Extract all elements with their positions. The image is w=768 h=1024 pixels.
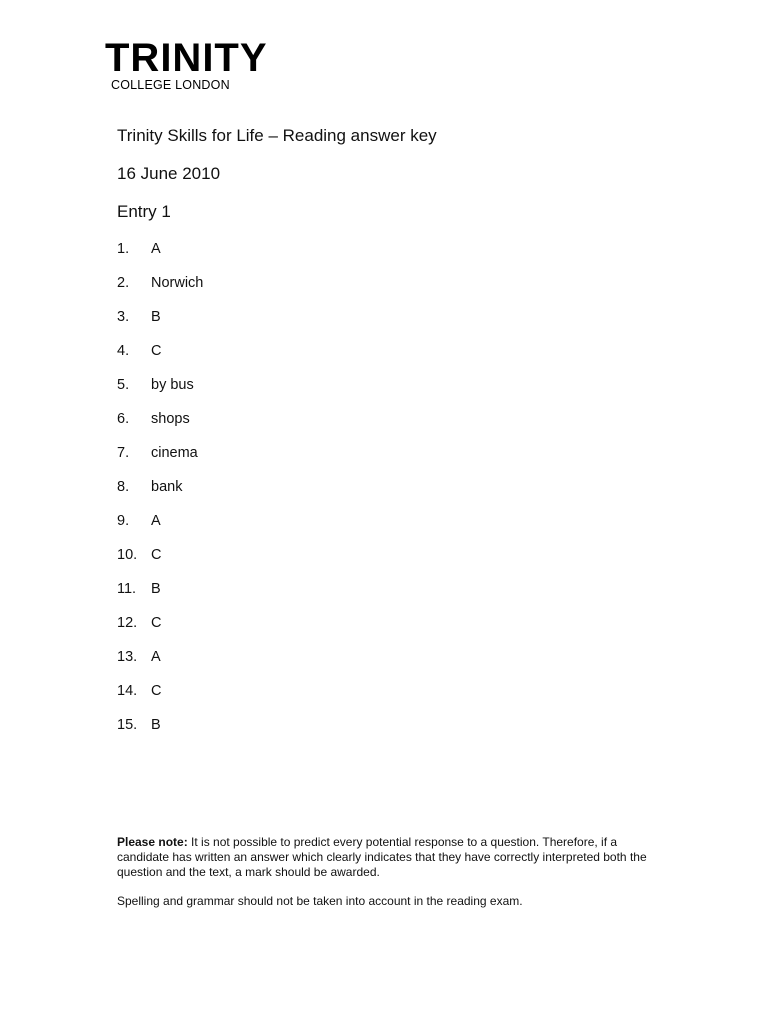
answer-value: C: [151, 547, 162, 563]
answer-row: [117, 376, 203, 410]
answer-row: [117, 444, 203, 478]
answer-number: 8.: [117, 479, 130, 495]
answer-row: [117, 682, 203, 716]
answer-row: [117, 342, 203, 376]
answer-row: [117, 716, 203, 750]
answer-row: [117, 512, 203, 546]
answer-row: [117, 614, 203, 648]
answer-value: cinema: [151, 445, 198, 461]
answer-number: 11.: [117, 581, 137, 597]
spelling-note: Spelling and grammar should not be taken into account in the reading exam.: [117, 894, 523, 908]
answer-value: shops: [151, 411, 190, 427]
answer-value: C: [151, 343, 162, 359]
logo-wordmark: TRINITY: [105, 36, 268, 80]
please-note-label: Please note:: [117, 835, 188, 849]
answer-number: 15.: [117, 717, 138, 733]
answer-row: [117, 410, 203, 444]
answer-value: B: [151, 717, 161, 733]
please-note-text: It is not possible to predict every potential response to a question. Therefore, if a candidate has written an answer which clearly indicates that they have correctly interpreted both the question and the text, a mark should be awarded.: [117, 835, 647, 879]
answer-value: Norwich: [151, 275, 204, 291]
answer-number: 9.: [117, 513, 130, 529]
answer-number: 6.: [117, 411, 130, 427]
document-level: Entry 1: [117, 202, 171, 221]
document-title: Trinity Skills for Life – Reading answer key: [117, 126, 437, 145]
answer-number: 13.: [117, 649, 138, 665]
answer-number: 10.: [117, 547, 138, 563]
answer-value: A: [151, 241, 161, 257]
answer-value: B: [151, 581, 161, 597]
answer-row: [117, 308, 203, 342]
trinity-logo: [105, 38, 275, 92]
answer-number: 4.: [117, 343, 130, 359]
answer-value: by bus: [151, 377, 194, 393]
answer-row: [117, 274, 203, 308]
logo-subtitle: COLLEGE LONDON: [111, 78, 230, 92]
answer-value: B: [151, 309, 161, 325]
answer-number: 14.: [117, 683, 138, 699]
please-note: [117, 835, 657, 880]
answer-list: [117, 240, 203, 750]
answer-value: bank: [151, 479, 183, 495]
answer-number: 3.: [117, 309, 130, 325]
answer-number: 1.: [117, 241, 130, 257]
answer-number: 5.: [117, 377, 130, 393]
answer-value: A: [151, 513, 161, 529]
answer-row: [117, 240, 203, 274]
answer-row: [117, 580, 203, 614]
answer-value: C: [151, 615, 162, 631]
answer-number: 7.: [117, 445, 130, 461]
answer-row: [117, 478, 203, 512]
answer-value: C: [151, 683, 162, 699]
answer-row: [117, 546, 203, 580]
answer-row: [117, 648, 203, 682]
answer-number: 12.: [117, 615, 138, 631]
answer-value: A: [151, 649, 161, 665]
document-date: 16 June 2010: [117, 164, 221, 183]
answer-number: 2.: [117, 275, 130, 291]
